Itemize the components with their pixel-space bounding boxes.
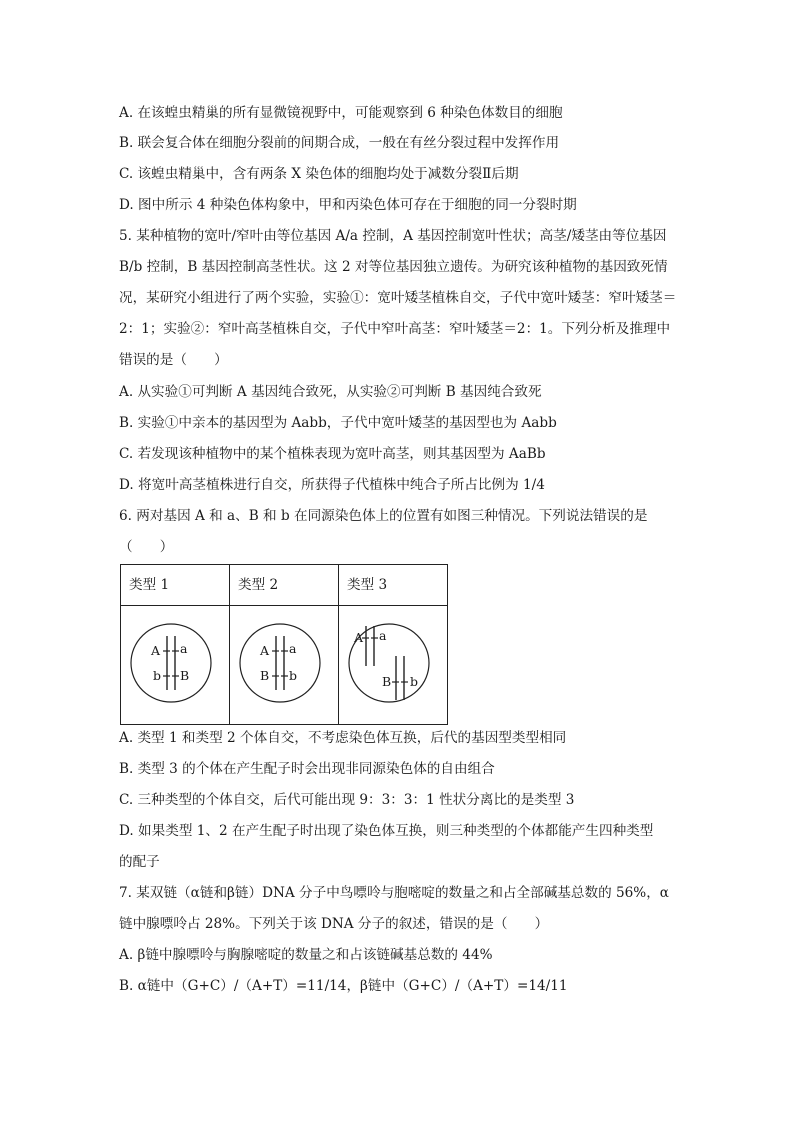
q4-option-c: C. 该蝗虫精巢中，含有两条 X 染色体的细胞均处于减数分裂Ⅱ后期 (119, 166, 519, 182)
chromosome-types-table (120, 564, 448, 725)
type2-label-B: B (260, 668, 270, 683)
type1-label-b: b (153, 668, 162, 683)
q7-stem: 7. 某双链（α链和β链）DNA 分子中鸟嘌呤与胞嘧啶的数量之和占全部碱基总数的 56%，α链中腺嘌呤占 28%。下列关于该 DNA 分子的叙述，错误的是（ ） (119, 885, 669, 932)
q6-option-d-line2: 的配子 (119, 854, 160, 870)
type3-header: 类型 3 (339, 565, 448, 606)
q5-option-c: C. 若发现该种植物中的某个植株表现为宽叶高茎，则其基因型为 AaBb (119, 446, 546, 462)
type3-label-b: b (410, 674, 419, 689)
q5-option-b: B. 实验①中亲本的基因型为 Aabb，子代中宽叶矮茎的基因型也为 Aabb (119, 415, 557, 431)
type2-cell-diagram (230, 606, 330, 720)
q6-option-c: C. 三种类型的个体自交，后代可能出现 9：3：3：1 性状分离比的是类型 3 (119, 792, 575, 808)
q6-stem-line2: （ ） (119, 539, 174, 555)
type1-diagram-cell (121, 606, 230, 725)
type2-diagram-cell (230, 606, 339, 725)
q4-option-a: A. 在该蝗虫精巢的所有显微镜视野中，可能观察到 6 种染色体数目的细胞 (119, 105, 563, 121)
type1-label-A: A (151, 643, 161, 658)
type1-label-B: B (180, 668, 190, 683)
q7-option-b: B. α链中（G+C）/（A+T）=11/14，β链中（G+C）/（A+T）=14/11 (119, 978, 568, 994)
q7-option-a: A. β链中腺嘌呤与胸腺嘧啶的数量之和占该链碱基总数的 44% (119, 947, 493, 963)
type2-header: 类型 2 (230, 565, 339, 606)
q5-stem: 5. 某种植物的宽叶/窄叶由等位基因 A/a 控制，A 基因控制宽叶性状；高茎/矮茎由等位基因 B/b 控制，B 基因控制高茎性状。这 2 对等位基因独立遗传。为研究该种植物的基因致死情况，某研究小组进行了两个实验，实验①：宽叶矮茎植株自交，子代中宽叶矮茎：窄叶矮茎＝2：1；实验②：窄叶高茎植株自交，子代中窄叶高茎：窄叶矮茎＝2：1。下列分析及推理中错误的是（ ） (119, 228, 677, 368)
q4-option-b: B. 联会复合体在细胞分裂前的间期合成，一般在有丝分裂过程中发挥作用 (119, 135, 560, 151)
type1-header: 类型 1 (121, 565, 230, 606)
type2-label-a: a (289, 641, 297, 656)
q6-option-b: B. 类型 3 的个体在产生配子时会出现非同源染色体的自由组合 (119, 761, 495, 777)
type3-label-B: B (382, 674, 392, 689)
q5-option-d: D. 将宽叶高茎植株进行自交，所获得子代植株中纯合子所占比例为 1/4 (119, 477, 545, 493)
q4-option-d: D. 图中所示 4 种染色体构象中，甲和丙染色体可存在于细胞的同一分裂时期 (119, 197, 577, 213)
q6-option-a: A. 类型 1 和类型 2 个体自交，不考虑染色体互换，后代的基因型类型相同 (119, 730, 567, 746)
type3-label-A: A (354, 630, 364, 645)
type2-label-b: b (289, 668, 298, 683)
q5-option-a: A. 从实验①可判断 A 基因纯合致死，从实验②可判断 B 基因纯合致死 (119, 384, 542, 400)
type3-cell-diagram (339, 606, 439, 720)
q6-option-d-line1: D. 如果类型 1、2 在产生配子时出现了染色体互换，则三种类型的个体都能产生四种类型 (119, 823, 654, 839)
type3-diagram-cell (339, 606, 448, 725)
q6-stem-line1: 6. 两对基因 A 和 a、B 和 b 在同源染色体上的位置有如图三种情况。下列说法错误的是 (119, 508, 648, 524)
type3-label-a: a (379, 628, 387, 643)
type1-cell-diagram (121, 606, 221, 720)
type1-label-a: a (180, 641, 188, 656)
type2-label-A: A (260, 643, 270, 658)
